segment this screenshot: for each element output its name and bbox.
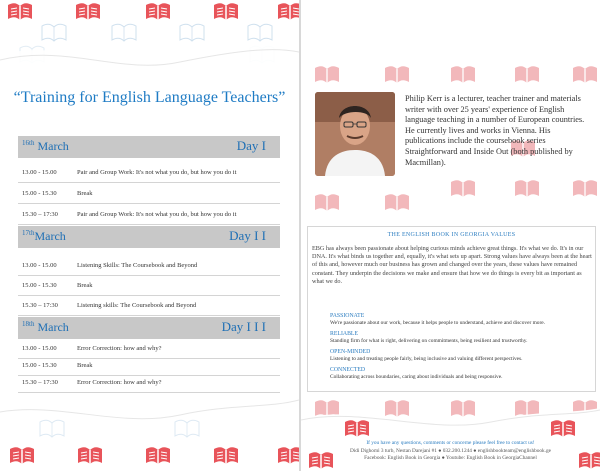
session-activity: Error Correction: how and why? (77, 345, 162, 352)
session-row (18, 374, 280, 393)
info-panel (301, 0, 600, 471)
day-header (18, 136, 280, 158)
session-time: 15.30 – 17:30 (22, 379, 58, 386)
session-row (18, 297, 280, 316)
session-row (18, 164, 280, 183)
value-text: Listening to and treating people fairly, being inclusive and valuing different perspectives. (330, 356, 523, 362)
day-number: 18th (22, 320, 35, 328)
day-header (18, 226, 280, 248)
session-activity: Pair and Group Work: It's not what you do, but how you do it (77, 211, 237, 218)
session-time: 15.30 – 17:30 (22, 211, 58, 218)
value-text: Standing firm for what is right, delivering on commitments, being resilient and trustworthy. (330, 338, 528, 344)
session-activity: Break (77, 282, 93, 289)
value-name: CONNECTED (330, 367, 366, 373)
session-activity: Break (77, 190, 93, 197)
person-photo (315, 92, 395, 176)
session-time: 15.00 - 15.30 (22, 362, 57, 369)
value-name: OPEN-MINDED (330, 349, 371, 355)
contact-info (301, 440, 600, 463)
session-time: 15.00 - 15.30 (22, 190, 57, 197)
session-activity: Pair and Group Work: It's not what you do, but how you do it (77, 169, 237, 176)
day-label: Day I I I (221, 319, 266, 334)
value-name: PASSIONATE (330, 313, 365, 319)
day-number: 17th (22, 229, 35, 237)
session-time: 15.00 - 15.30 (22, 282, 57, 289)
session-time: 13.00 - 15.00 (22, 345, 57, 352)
contact-address: Didi Dighomi 3 turb, Nestan Darejani #1 ● 032.200.1244 ● englishbookteam@englishbook.ge (349, 447, 552, 454)
day-date (22, 320, 69, 335)
month: March (34, 229, 66, 243)
contact-question: If you have any questions, comments or concerne please feel free to contact us! (366, 440, 535, 446)
values-intro: EBG has always been passionate about helping curious minds achieve great things. It's what we do. It's in our DNA. It's what binds us together and, equally, it's what sets up apart. Strong values have always been at the heart of this and, however much our business has grown and changed over the years, these values have remained constant. They underpin the decisions we make and ensure that how we do things is every bit as important as what we do. (312, 245, 592, 285)
session-time: 13.00 - 15.00 (22, 262, 57, 269)
schedule-panel (0, 0, 299, 471)
session-time: 15.30 – 17:30 (22, 302, 58, 309)
value-text: Collaborating across boundaries, caring about individuals and being responsive. (330, 374, 503, 380)
month: March (37, 139, 69, 153)
value-name: RELIABLE (330, 331, 359, 337)
session-time: 13.00 - 15.00 (22, 169, 57, 176)
session-activity: Error Correction: how and why? (77, 379, 162, 386)
speaker-bio: Philip Kerr is a lecturer, teacher trainer and materials writer with over 25 years' experience of English language teaching in a number of European countries. He currently lives and works in Vienna. His publications include the coursebook series Straightforward and Inside Out (both published by Macmillan). (405, 94, 585, 167)
day-label: Day I (236, 138, 266, 153)
values-title: THE ENGLISH BOOK IN GEORGIA VALUES (387, 232, 516, 238)
day-header (18, 317, 280, 339)
page-title: “Training for English Language Teachers” (13, 89, 286, 106)
session-row (18, 206, 280, 225)
values-list (330, 313, 592, 385)
day-date (22, 139, 69, 154)
session-row (18, 185, 280, 204)
day-date (22, 229, 66, 244)
session-row (18, 277, 280, 296)
session-activity: Break (77, 362, 93, 369)
contact-social: Facebook: English Book in Georgia ● Youtube: English Book in GeorgiaChannel (364, 455, 537, 461)
values-section (307, 226, 596, 392)
session-activity: Listening Skills: The Coursebook and Beyond (77, 262, 198, 269)
day-number: 16th (22, 139, 35, 147)
session-row (18, 257, 280, 276)
day-label: Day I I (229, 228, 266, 243)
session-activity: Listening skills: The Coursebook and Beyond (77, 302, 197, 309)
month: March (37, 320, 69, 334)
value-text: We're passionate about our work, because it helps people to understand, achieve and discover more. (330, 320, 546, 326)
